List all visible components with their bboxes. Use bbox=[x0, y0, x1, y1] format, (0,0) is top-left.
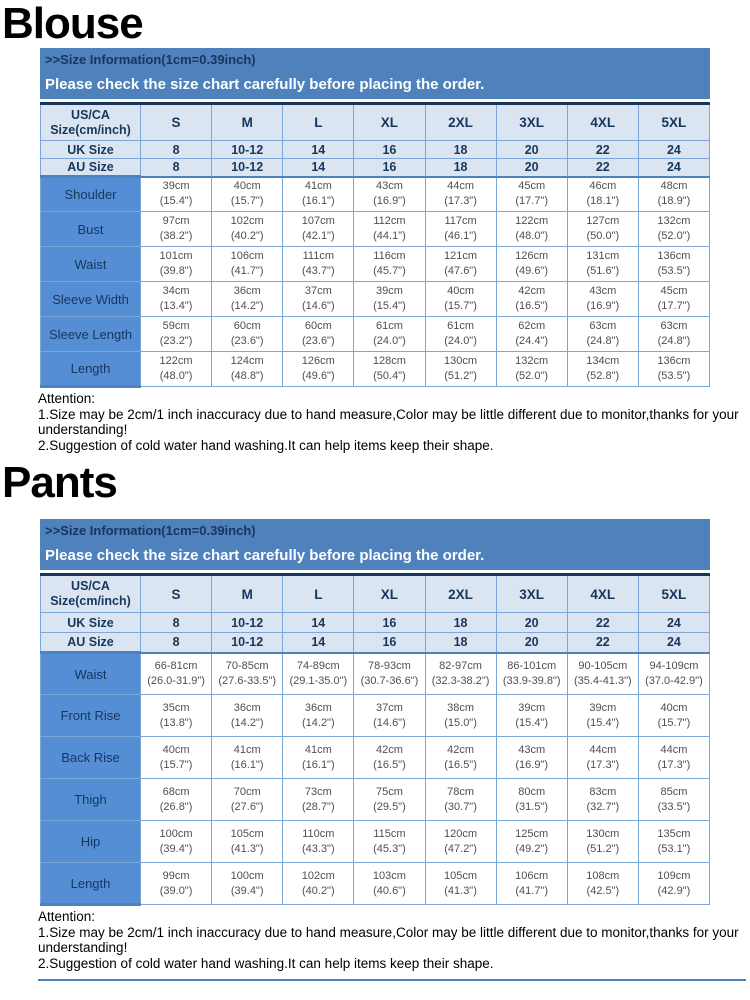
measurement-row bbox=[41, 177, 710, 212]
measurement-row bbox=[41, 317, 710, 352]
pants-size-info-banner bbox=[40, 519, 710, 570]
size-column-header: 2XL bbox=[425, 104, 496, 141]
measurement-value-cell: 37cm (14.6") bbox=[354, 695, 425, 737]
measurement-value-cell: 134cm (52.8") bbox=[567, 352, 638, 387]
size-column-header: 4XL bbox=[567, 104, 638, 141]
pants-banner-size-info-text: >>Size Information(1cm=0.39inch) bbox=[45, 523, 256, 538]
measurement-value-cell: 66-81cm (26.0-31.9") bbox=[141, 653, 212, 695]
region-size-row bbox=[41, 159, 710, 177]
measurement-value-cell: 135cm (53.1") bbox=[638, 821, 709, 863]
pants-attention-heading: Attention: bbox=[38, 909, 96, 924]
pants-attention-line-2: 2.Suggestion of cold water hand washing.It can help items keep their shape. bbox=[38, 955, 494, 971]
measurement-value-cell: 44cm (17.3") bbox=[638, 737, 709, 779]
measurement-value-cell: 102cm (40.2") bbox=[283, 863, 354, 905]
size-column-header: 5XL bbox=[638, 575, 709, 613]
measurement-value-cell: 131cm (51.6") bbox=[567, 247, 638, 282]
measurement-value-cell: 136cm (53.5") bbox=[638, 352, 709, 387]
measurement-value-cell: 80cm (31.5") bbox=[496, 779, 567, 821]
region-size-row bbox=[41, 141, 710, 159]
measurement-value-cell: 125cm (49.2") bbox=[496, 821, 567, 863]
measurement-value-cell: 36cm (14.2") bbox=[212, 282, 283, 317]
measurement-value-cell: 61cm (24.0") bbox=[354, 317, 425, 352]
measurement-value-cell: 120cm (47.2") bbox=[425, 821, 496, 863]
measurement-label: Length bbox=[41, 352, 141, 387]
size-column-header: XL bbox=[354, 104, 425, 141]
measurement-value-cell: 110cm (43.3") bbox=[283, 821, 354, 863]
region-size-value: 22 bbox=[567, 633, 638, 653]
region-size-value: 16 bbox=[354, 633, 425, 653]
measurement-value-cell: 45cm (17.7") bbox=[638, 282, 709, 317]
region-size-label: AU Size bbox=[41, 633, 141, 653]
region-size-label: AU Size bbox=[41, 159, 141, 177]
measurement-value-cell: 75cm (29.5") bbox=[354, 779, 425, 821]
measurement-value-cell: 40cm (15.7") bbox=[141, 737, 212, 779]
pants-banner-warning-text: Please check the size chart carefully before placing the order. bbox=[45, 547, 485, 564]
pants-attention-line-1: 1.Size may be 2cm/1 inch inaccuracy due to hand measure,Color may be little different due to monitor,thanks for your understanding! bbox=[38, 924, 739, 955]
measurement-label: Back Rise bbox=[41, 737, 141, 779]
pants-size-table bbox=[40, 573, 710, 906]
measurement-row bbox=[41, 212, 710, 247]
region-size-value: 10-12 bbox=[212, 141, 283, 159]
measurement-value-cell: 39cm (15.4") bbox=[567, 695, 638, 737]
measurement-label: Sleeve Width bbox=[41, 282, 141, 317]
blouse-section bbox=[0, 0, 750, 453]
measurement-value-cell: 70cm (27.6") bbox=[212, 779, 283, 821]
region-size-value: 18 bbox=[425, 141, 496, 159]
corner-header-cell: US/CA Size(cm/inch) bbox=[41, 104, 141, 141]
measurement-value-cell: 86-101cm (33.9-39.8") bbox=[496, 653, 567, 695]
measurement-value-cell: 90-105cm (35.4-41.3") bbox=[567, 653, 638, 695]
measurement-value-cell: 48cm (18.9") bbox=[638, 177, 709, 212]
measurement-row bbox=[41, 352, 710, 387]
measurement-value-cell: 36cm (14.2") bbox=[212, 695, 283, 737]
measurement-label: Waist bbox=[41, 247, 141, 282]
measurement-value-cell: 136cm (53.5") bbox=[638, 247, 709, 282]
measurement-value-cell: 94-109cm (37.0-42.9") bbox=[638, 653, 709, 695]
measurement-value-cell: 74-89cm (29.1-35.0") bbox=[283, 653, 354, 695]
measurement-value-cell: 117cm (46.1") bbox=[425, 212, 496, 247]
measurement-value-cell: 60cm (23.6") bbox=[283, 317, 354, 352]
measurement-value-cell: 106cm (41.7") bbox=[212, 247, 283, 282]
region-size-value: 10-12 bbox=[212, 613, 283, 633]
measurement-value-cell: 60cm (23.6") bbox=[212, 317, 283, 352]
region-size-value: 14 bbox=[283, 633, 354, 653]
size-column-header: 3XL bbox=[496, 575, 567, 613]
size-column-header: L bbox=[283, 575, 354, 613]
measurement-value-cell: 111cm (43.7") bbox=[283, 247, 354, 282]
measurement-label: Length bbox=[41, 863, 141, 905]
measurement-value-cell: 68cm (26.8") bbox=[141, 779, 212, 821]
region-size-value: 14 bbox=[283, 141, 354, 159]
size-column-header: XL bbox=[354, 575, 425, 613]
measurement-value-cell: 108cm (42.5") bbox=[567, 863, 638, 905]
measurement-row bbox=[41, 282, 710, 317]
region-size-value: 8 bbox=[141, 633, 212, 653]
size-header-row bbox=[41, 575, 710, 613]
measurement-value-cell: 44cm (17.3") bbox=[567, 737, 638, 779]
measurement-value-cell: 82-97cm (32.3-38.2") bbox=[425, 653, 496, 695]
measurement-value-cell: 43cm (16.9") bbox=[567, 282, 638, 317]
blouse-attention-heading: Attention: bbox=[38, 391, 96, 406]
size-column-header: 4XL bbox=[567, 575, 638, 613]
measurement-value-cell: 130cm (51.2") bbox=[567, 821, 638, 863]
measurement-label: Bust bbox=[41, 212, 141, 247]
measurement-value-cell: 43cm (16.9") bbox=[496, 737, 567, 779]
measurement-value-cell: 112cm (44.1") bbox=[354, 212, 425, 247]
measurement-value-cell: 100cm (39.4") bbox=[212, 863, 283, 905]
region-size-value: 16 bbox=[354, 141, 425, 159]
region-size-value: 8 bbox=[141, 159, 212, 177]
measurement-value-cell: 37cm (14.6") bbox=[283, 282, 354, 317]
blouse-size-table bbox=[40, 102, 710, 388]
region-size-value: 20 bbox=[496, 613, 567, 633]
measurement-row bbox=[41, 653, 710, 695]
region-size-value: 20 bbox=[496, 141, 567, 159]
region-size-row bbox=[41, 613, 710, 633]
measurement-value-cell: 127cm (50.0") bbox=[567, 212, 638, 247]
measurement-row bbox=[41, 779, 710, 821]
measurement-value-cell: 109cm (42.9") bbox=[638, 863, 709, 905]
measurement-value-cell: 101cm (39.8") bbox=[141, 247, 212, 282]
measurement-value-cell: 40cm (15.7") bbox=[638, 695, 709, 737]
blouse-attention-line-2: 2.Suggestion of cold water hand washing.It can help items keep their shape. bbox=[38, 437, 494, 453]
region-size-value: 14 bbox=[283, 159, 354, 177]
measurement-value-cell: 42cm (16.5") bbox=[425, 737, 496, 779]
size-column-header: 5XL bbox=[638, 104, 709, 141]
measurement-value-cell: 35cm (13.8") bbox=[141, 695, 212, 737]
size-column-header: 3XL bbox=[496, 104, 567, 141]
region-size-value: 24 bbox=[638, 159, 709, 177]
region-size-value: 20 bbox=[496, 633, 567, 653]
size-column-header: S bbox=[141, 104, 212, 141]
region-size-value: 16 bbox=[354, 613, 425, 633]
corner-header-cell: US/CA Size(cm/inch) bbox=[41, 575, 141, 613]
pants-title: Pants bbox=[2, 458, 117, 507]
region-size-value: 18 bbox=[425, 159, 496, 177]
measurement-value-cell: 103cm (40.6") bbox=[354, 863, 425, 905]
measurement-label: Sleeve Length bbox=[41, 317, 141, 352]
measurement-value-cell: 85cm (33.5") bbox=[638, 779, 709, 821]
measurement-value-cell: 126cm (49.6") bbox=[283, 352, 354, 387]
measurement-value-cell: 42cm (16.5") bbox=[496, 282, 567, 317]
region-size-value: 22 bbox=[567, 613, 638, 633]
region-size-value: 22 bbox=[567, 141, 638, 159]
pants-attention-note bbox=[38, 909, 746, 981]
measurement-value-cell: 42cm (16.5") bbox=[354, 737, 425, 779]
measurement-value-cell: 46cm (18.1") bbox=[567, 177, 638, 212]
measurement-value-cell: 132cm (52.0") bbox=[638, 212, 709, 247]
measurement-label: Thigh bbox=[41, 779, 141, 821]
region-size-value: 18 bbox=[425, 633, 496, 653]
measurement-value-cell: 45cm (17.7") bbox=[496, 177, 567, 212]
measurement-value-cell: 41cm (16.1") bbox=[283, 737, 354, 779]
measurement-value-cell: 100cm (39.4") bbox=[141, 821, 212, 863]
blouse-attention-note bbox=[38, 391, 745, 453]
measurement-value-cell: 70-85cm (27.6-33.5") bbox=[212, 653, 283, 695]
measurement-value-cell: 106cm (41.7") bbox=[496, 863, 567, 905]
blouse-banner-size-info-text: >>Size Information(1cm=0.39inch) bbox=[45, 52, 256, 67]
blouse-size-info-banner bbox=[40, 48, 710, 99]
blouse-banner-warning-text: Please check the size chart carefully before placing the order. bbox=[45, 76, 485, 93]
measurement-value-cell: 62cm (24.4") bbox=[496, 317, 567, 352]
measurement-value-cell: 39cm (15.4") bbox=[496, 695, 567, 737]
measurement-value-cell: 115cm (45.3") bbox=[354, 821, 425, 863]
measurement-value-cell: 41cm (16.1") bbox=[283, 177, 354, 212]
measurement-value-cell: 41cm (16.1") bbox=[212, 737, 283, 779]
measurement-value-cell: 130cm (51.2") bbox=[425, 352, 496, 387]
region-size-value: 24 bbox=[638, 633, 709, 653]
region-size-value: 22 bbox=[567, 159, 638, 177]
blouse-attention-line-1: 1.Size may be 2cm/1 inch inaccuracy due to hand measure,Color may be little different due to monitor,thanks for your understanding! bbox=[38, 406, 739, 437]
region-size-value: 10-12 bbox=[212, 633, 283, 653]
measurement-value-cell: 122cm (48.0") bbox=[141, 352, 212, 387]
region-size-value: 24 bbox=[638, 613, 709, 633]
measurement-value-cell: 116cm (45.7") bbox=[354, 247, 425, 282]
measurement-value-cell: 40cm (15.7") bbox=[212, 177, 283, 212]
size-header-row bbox=[41, 104, 710, 141]
region-size-value: 10-12 bbox=[212, 159, 283, 177]
measurement-label: Hip bbox=[41, 821, 141, 863]
measurement-value-cell: 132cm (52.0") bbox=[496, 352, 567, 387]
measurement-value-cell: 63cm (24.8") bbox=[638, 317, 709, 352]
measurement-value-cell: 59cm (23.2") bbox=[141, 317, 212, 352]
region-size-value: 14 bbox=[283, 613, 354, 633]
measurement-value-cell: 105cm (41.3") bbox=[212, 821, 283, 863]
measurement-row bbox=[41, 821, 710, 863]
size-column-header: 2XL bbox=[425, 575, 496, 613]
region-size-value: 20 bbox=[496, 159, 567, 177]
region-size-value: 18 bbox=[425, 613, 496, 633]
measurement-label: Shoulder bbox=[41, 177, 141, 212]
measurement-value-cell: 40cm (15.7") bbox=[425, 282, 496, 317]
measurement-value-cell: 107cm (42.1") bbox=[283, 212, 354, 247]
measurement-value-cell: 34cm (13.4") bbox=[141, 282, 212, 317]
size-column-header: S bbox=[141, 575, 212, 613]
measurement-value-cell: 126cm (49.6") bbox=[496, 247, 567, 282]
measurement-value-cell: 36cm (14.2") bbox=[283, 695, 354, 737]
measurement-value-cell: 121cm (47.6") bbox=[425, 247, 496, 282]
region-size-row bbox=[41, 633, 710, 653]
measurement-value-cell: 39cm (15.4") bbox=[141, 177, 212, 212]
region-size-value: 8 bbox=[141, 141, 212, 159]
measurement-value-cell: 39cm (15.4") bbox=[354, 282, 425, 317]
region-size-label: UK Size bbox=[41, 141, 141, 159]
measurement-value-cell: 128cm (50.4") bbox=[354, 352, 425, 387]
measurement-value-cell: 124cm (48.8") bbox=[212, 352, 283, 387]
measurement-row bbox=[41, 247, 710, 282]
measurement-row bbox=[41, 863, 710, 905]
region-size-value: 8 bbox=[141, 613, 212, 633]
pants-section bbox=[0, 459, 750, 981]
region-size-value: 16 bbox=[354, 159, 425, 177]
measurement-value-cell: 43cm (16.9") bbox=[354, 177, 425, 212]
region-size-label: UK Size bbox=[41, 613, 141, 633]
measurement-value-cell: 102cm (40.2") bbox=[212, 212, 283, 247]
measurement-value-cell: 38cm (15.0") bbox=[425, 695, 496, 737]
size-column-header: M bbox=[212, 104, 283, 141]
measurement-value-cell: 97cm (38.2") bbox=[141, 212, 212, 247]
measurement-row bbox=[41, 737, 710, 779]
measurement-label: Front Rise bbox=[41, 695, 141, 737]
measurement-value-cell: 99cm (39.0") bbox=[141, 863, 212, 905]
blouse-title: Blouse bbox=[2, 0, 143, 48]
measurement-row bbox=[41, 695, 710, 737]
region-size-value: 24 bbox=[638, 141, 709, 159]
measurement-value-cell: 61cm (24.0") bbox=[425, 317, 496, 352]
measurement-value-cell: 44cm (17.3") bbox=[425, 177, 496, 212]
measurement-value-cell: 105cm (41.3") bbox=[425, 863, 496, 905]
size-column-header: M bbox=[212, 575, 283, 613]
measurement-value-cell: 122cm (48.0") bbox=[496, 212, 567, 247]
measurement-value-cell: 78-93cm (30.7-36.6") bbox=[354, 653, 425, 695]
measurement-value-cell: 78cm (30.7") bbox=[425, 779, 496, 821]
measurement-value-cell: 73cm (28.7") bbox=[283, 779, 354, 821]
size-column-header: L bbox=[283, 104, 354, 141]
measurement-value-cell: 63cm (24.8") bbox=[567, 317, 638, 352]
measurement-label: Waist bbox=[41, 653, 141, 695]
measurement-value-cell: 83cm (32.7") bbox=[567, 779, 638, 821]
